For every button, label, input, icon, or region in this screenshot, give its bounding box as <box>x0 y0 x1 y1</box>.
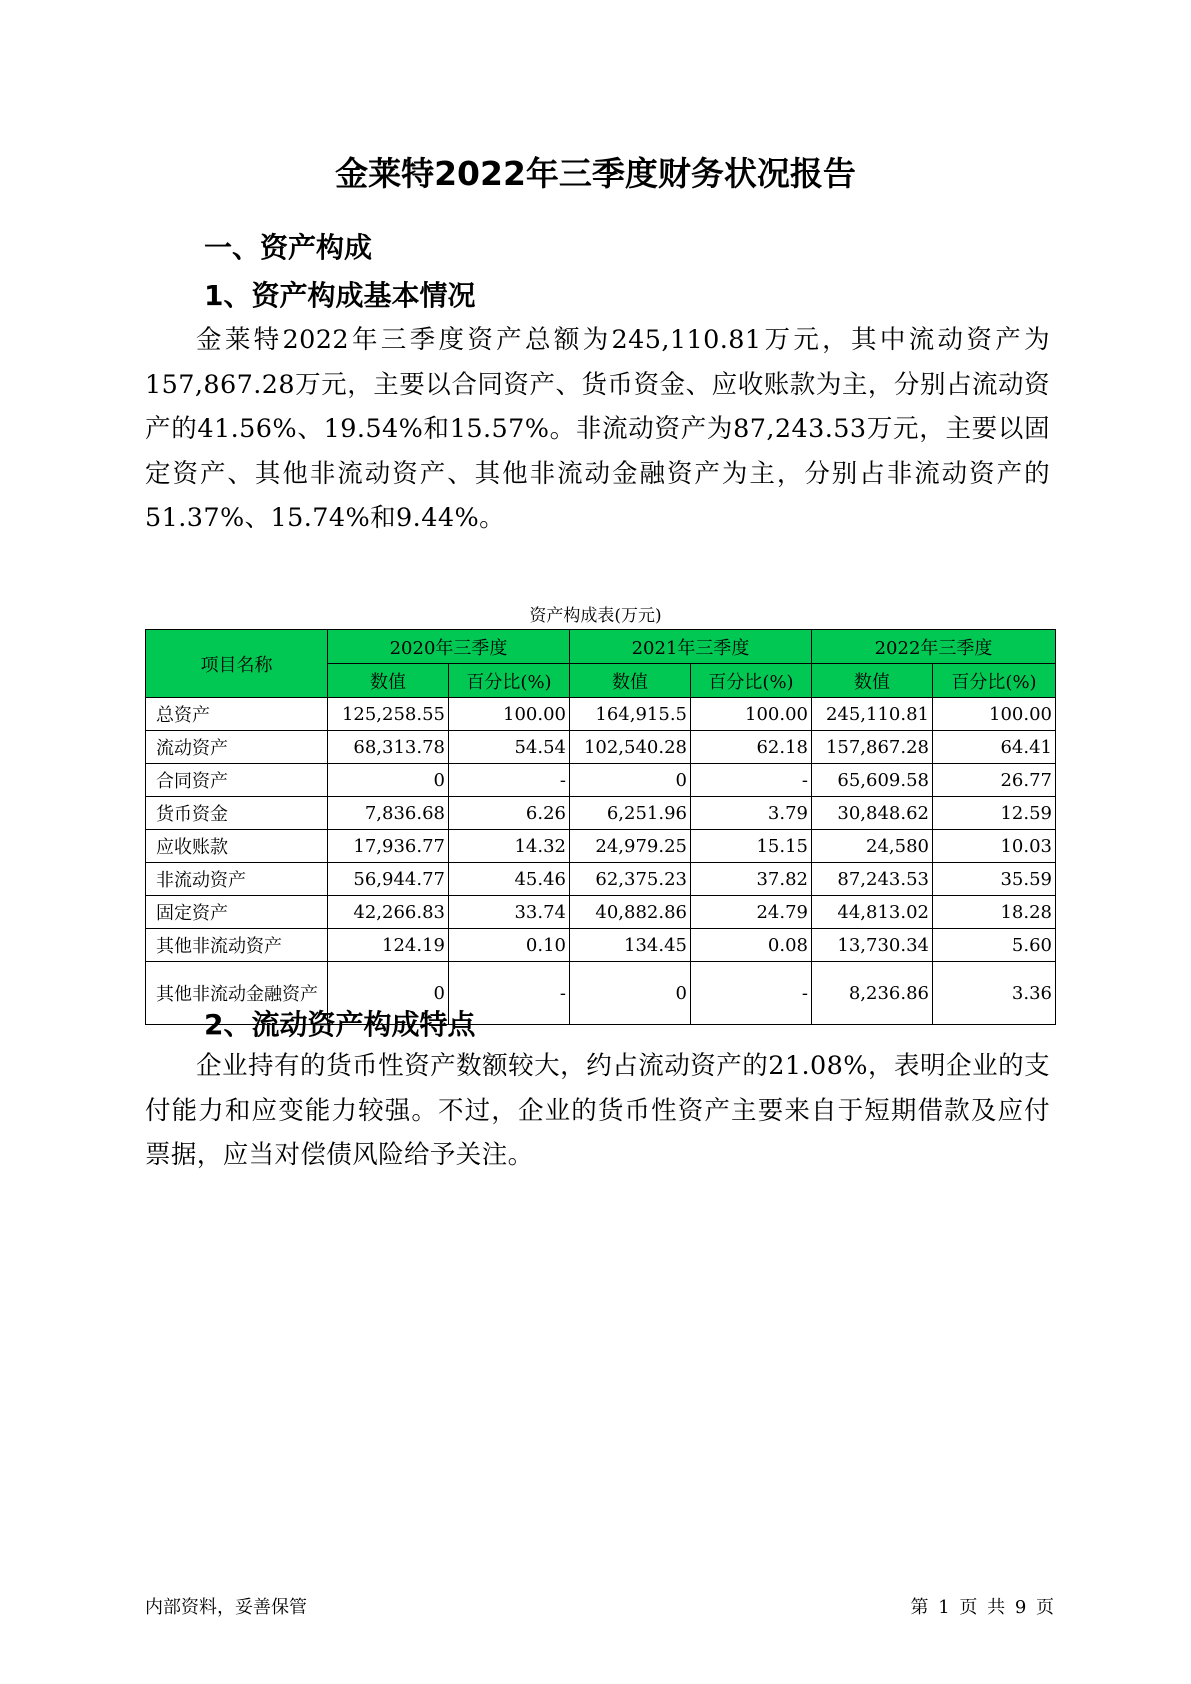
header-period-2022: 2022年三季度 <box>812 630 1056 664</box>
pct-cell: 33.74 <box>449 896 570 929</box>
row-label: 合同资产 <box>146 764 328 797</box>
value-cell: 134.45 <box>570 929 691 962</box>
subsection-heading-basic: 1、资产构成基本情况 <box>204 279 476 312</box>
header-value: 数值 <box>328 664 449 698</box>
pct-cell: 100.00 <box>691 698 812 731</box>
header-value: 数值 <box>570 664 691 698</box>
pct-cell: 6.26 <box>449 797 570 830</box>
header-value: 数值 <box>812 664 933 698</box>
value-cell: 164,915.5 <box>570 698 691 731</box>
row-label: 非流动资产 <box>146 863 328 896</box>
value-cell: 0 <box>328 764 449 797</box>
pct-cell: 0.08 <box>691 929 812 962</box>
value-cell: 42,266.83 <box>328 896 449 929</box>
pct-cell: 45.46 <box>449 863 570 896</box>
subsection-heading-current: 2、流动资产构成特点 <box>204 1008 476 1041</box>
header-item-name: 项目名称 <box>146 630 328 698</box>
header-period-2020: 2020年三季度 <box>328 630 570 664</box>
value-cell: 124.19 <box>328 929 449 962</box>
table-caption: 资产构成表(万元) <box>529 606 662 626</box>
value-cell: 62,375.23 <box>570 863 691 896</box>
value-cell: 87,243.53 <box>812 863 933 896</box>
value-cell: 56,944.77 <box>328 863 449 896</box>
pct-cell: 35.59 <box>933 863 1056 896</box>
value-cell: 17,936.77 <box>328 830 449 863</box>
paragraph-basic: 金莱特2022年三季度资产总额为245,110.81万元，其中流动资产为157,867.28万元，主要以合同资产、货币资金、应收账款为主，分别占流动资产的41.56%、19.54%和15.57%。非流动资产为87,243.53万元，主要以固定资产、其他非流动资产、其他非流动金融资产为主，分别占非流动资产的51.37%、15.74%和9.44%。 <box>145 325 1050 533</box>
value-cell: 24,580 <box>812 830 933 863</box>
header-pct: 百分比(%) <box>933 664 1056 698</box>
value-cell: 13,730.34 <box>812 929 933 962</box>
row-label: 流动资产 <box>146 731 328 764</box>
pct-cell: 5.60 <box>933 929 1056 962</box>
pct-cell: 14.32 <box>449 830 570 863</box>
row-label: 其他非流动资产 <box>146 929 328 962</box>
value-cell: 157,867.28 <box>812 731 933 764</box>
table-row <box>146 698 1056 731</box>
value-cell: 102,540.28 <box>570 731 691 764</box>
pct-cell: 100.00 <box>449 698 570 731</box>
pct-cell: 0.10 <box>449 929 570 962</box>
header-pct: 百分比(%) <box>449 664 570 698</box>
value-cell: 245,110.81 <box>812 698 933 731</box>
pct-cell: 26.77 <box>933 764 1056 797</box>
pct-cell: 54.54 <box>449 731 570 764</box>
value-cell: 8,236.86 <box>812 962 933 1025</box>
value-cell: 24,979.25 <box>570 830 691 863</box>
row-label: 应收账款 <box>146 830 328 863</box>
table-row <box>146 929 1056 962</box>
value-cell: 0 <box>328 962 449 1025</box>
header-pct: 百分比(%) <box>691 664 812 698</box>
pct-cell: - <box>449 764 570 797</box>
pct-cell: 64.41 <box>933 731 1056 764</box>
paragraph-current: 企业持有的货币性资产数额较大，约占流动资产的21.08%，表明企业的支付能力和应变能力较强。不过，企业的货币性资产主要来自于短期借款及应付票据，应当对偿债风险给予关注。 <box>145 1051 1050 1170</box>
value-cell: 0 <box>570 962 691 1025</box>
footer-page-number: 第 1 页 共 9 页 <box>910 1597 1054 1618</box>
report-title: 金莱特2022年三季度财务状况报告 <box>335 154 856 193</box>
table-row <box>146 863 1056 896</box>
table-row <box>146 731 1056 764</box>
pct-cell: 10.03 <box>933 830 1056 863</box>
pct-cell: 37.82 <box>691 863 812 896</box>
value-cell: 125,258.55 <box>328 698 449 731</box>
section-heading-assets: 一、资产构成 <box>204 231 373 264</box>
value-cell: 30,848.62 <box>812 797 933 830</box>
pct-cell: 24.79 <box>691 896 812 929</box>
value-cell: 0 <box>570 764 691 797</box>
row-label: 其他非流动金融资产 <box>146 962 328 1025</box>
table-row <box>146 830 1056 863</box>
value-cell: 44,813.02 <box>812 896 933 929</box>
row-label: 总资产 <box>146 698 328 731</box>
table-row <box>146 797 1056 830</box>
pct-cell: 15.15 <box>691 830 812 863</box>
pct-cell: 18.28 <box>933 896 1056 929</box>
pct-cell: 3.36 <box>933 962 1056 1025</box>
pct-cell: 100.00 <box>933 698 1056 731</box>
value-cell: 68,313.78 <box>328 731 449 764</box>
row-label: 固定资产 <box>146 896 328 929</box>
table-row <box>146 896 1056 929</box>
table-row <box>146 764 1056 797</box>
value-cell: 40,882.86 <box>570 896 691 929</box>
header-period-2021: 2021年三季度 <box>570 630 812 664</box>
value-cell: 65,609.58 <box>812 764 933 797</box>
pct-cell: 62.18 <box>691 731 812 764</box>
asset-composition-table <box>145 629 1056 1025</box>
pct-cell: - <box>449 962 570 1025</box>
pct-cell: - <box>691 764 812 797</box>
row-label: 货币资金 <box>146 797 328 830</box>
value-cell: 6,251.96 <box>570 797 691 830</box>
pct-cell: - <box>691 962 812 1025</box>
table-body <box>146 698 1056 1025</box>
value-cell: 7,836.68 <box>328 797 449 830</box>
pct-cell: 12.59 <box>933 797 1056 830</box>
footer-confidential: 内部资料，妥善保管 <box>145 1597 307 1618</box>
pct-cell: 3.79 <box>691 797 812 830</box>
